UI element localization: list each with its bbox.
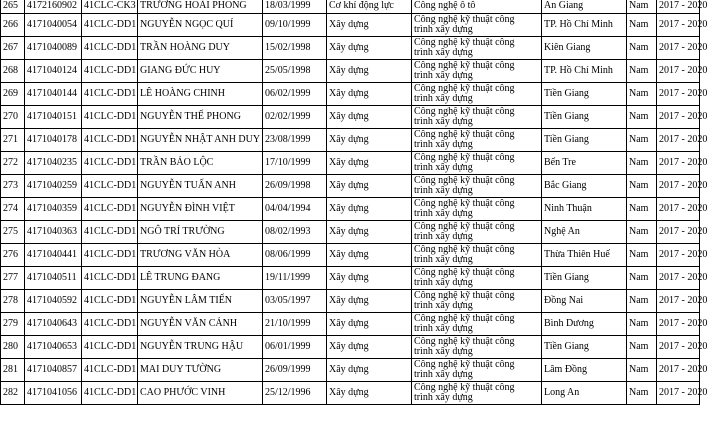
gender: Nam bbox=[627, 175, 657, 198]
row-number: 277 bbox=[1, 267, 25, 290]
student-id: 4171040643 bbox=[25, 313, 82, 336]
birth-date: 04/04/1994 bbox=[263, 198, 327, 221]
gender: Nam bbox=[627, 37, 657, 60]
course-years: 2017 - 2020 bbox=[657, 14, 700, 37]
major bbox=[412, 198, 542, 221]
row-number: 278 bbox=[1, 290, 25, 313]
row-number: 280 bbox=[1, 336, 25, 359]
course-years: 2017 - 2020 bbox=[657, 83, 700, 106]
major-line-1: Công nghệ kỹ thuật công bbox=[414, 14, 515, 25]
major-line-2: trình xây dựng bbox=[414, 277, 473, 288]
course-years: 2017 - 2020 bbox=[657, 0, 700, 14]
gender: Nam bbox=[627, 198, 657, 221]
hometown: Nghệ An bbox=[542, 221, 627, 244]
student-name: TRƯƠNG VĂN HÒA bbox=[138, 244, 263, 267]
major-line-2: trình xây dựng bbox=[414, 24, 473, 35]
student-id: 4171040259 bbox=[25, 175, 82, 198]
faculty: Xây dựng bbox=[327, 106, 412, 129]
major-line-2: trình xây dựng bbox=[414, 139, 473, 150]
hometown: Bình Dương bbox=[542, 313, 627, 336]
class-code: 41CLC-DD1 bbox=[82, 221, 138, 244]
birth-date: 09/10/1999 bbox=[263, 14, 327, 37]
course-years: 2017 - 2020 bbox=[657, 336, 700, 359]
major-line-1: Công nghệ kỹ thuật công bbox=[414, 267, 515, 278]
hometown: Bắc Giang bbox=[542, 175, 627, 198]
course-years: 2017 - 2020 bbox=[657, 198, 700, 221]
major bbox=[412, 359, 542, 382]
major-line-2: trình xây dựng bbox=[414, 185, 473, 196]
course-years: 2017 - 2020 bbox=[657, 267, 700, 290]
birth-date: 21/10/1999 bbox=[263, 313, 327, 336]
table-row bbox=[1, 175, 700, 198]
class-code: 41CLC-DD1 bbox=[82, 37, 138, 60]
major-line-2: trình xây dựng bbox=[414, 162, 473, 173]
faculty: Xây dựng bbox=[327, 290, 412, 313]
class-code: 41CLC-DD1 bbox=[82, 106, 138, 129]
student-id: 4171040151 bbox=[25, 106, 82, 129]
student-id: 4171040857 bbox=[25, 359, 82, 382]
hometown: TP. Hồ Chí Minh bbox=[542, 14, 627, 37]
gender: Nam bbox=[627, 313, 657, 336]
row-number: 282 bbox=[1, 382, 25, 405]
hometown: Long An bbox=[542, 382, 627, 405]
row-number: 268 bbox=[1, 60, 25, 83]
major bbox=[412, 60, 542, 83]
course-years: 2017 - 2020 bbox=[657, 60, 700, 83]
student-id: 4171040511 bbox=[25, 267, 82, 290]
gender: Nam bbox=[627, 60, 657, 83]
row-number: 266 bbox=[1, 14, 25, 37]
major-line-1: Công nghệ ô tô bbox=[414, 0, 476, 11]
major-line-2: trình xây dựng bbox=[414, 254, 473, 265]
class-code: 41CLC-DD1 bbox=[82, 60, 138, 83]
course-years: 2017 - 2020 bbox=[657, 244, 700, 267]
major-line-1: Công nghệ kỹ thuật công bbox=[414, 152, 515, 163]
class-code: 41CLC-DD1 bbox=[82, 359, 138, 382]
student-id: 4171040089 bbox=[25, 37, 82, 60]
gender: Nam bbox=[627, 106, 657, 129]
major bbox=[412, 106, 542, 129]
major bbox=[412, 382, 542, 405]
student-name: LÊ HOÀNG CHINH bbox=[138, 83, 263, 106]
class-code: 41CLC-DD1 bbox=[82, 129, 138, 152]
hometown: Lâm Đồng bbox=[542, 359, 627, 382]
hometown: Tiền Giang bbox=[542, 336, 627, 359]
hometown: Kiên Giang bbox=[542, 37, 627, 60]
faculty: Xây dựng bbox=[327, 37, 412, 60]
gender: Nam bbox=[627, 359, 657, 382]
course-years: 2017 - 2020 bbox=[657, 359, 700, 382]
gender: Nam bbox=[627, 382, 657, 405]
table-row bbox=[1, 198, 700, 221]
row-number: 272 bbox=[1, 152, 25, 175]
hometown: Tiền Giang bbox=[542, 106, 627, 129]
birth-date: 25/12/1996 bbox=[263, 382, 327, 405]
hometown: An Giang bbox=[542, 0, 627, 14]
row-number: 273 bbox=[1, 175, 25, 198]
major bbox=[412, 313, 542, 336]
student-name: TRẦN HOÀNG DUY bbox=[138, 37, 263, 60]
gender: Nam bbox=[627, 267, 657, 290]
hometown: Tiền Giang bbox=[542, 267, 627, 290]
major bbox=[412, 37, 542, 60]
birth-date: 08/06/1999 bbox=[263, 244, 327, 267]
major-line-1: Công nghệ kỹ thuật công bbox=[414, 382, 515, 393]
course-years: 2017 - 2020 bbox=[657, 152, 700, 175]
class-code: 41CLC-DD1 bbox=[82, 244, 138, 267]
major-line-1: Công nghệ kỹ thuật công bbox=[414, 60, 515, 71]
class-code: 41CLC-DD1 bbox=[82, 198, 138, 221]
table-row bbox=[1, 129, 700, 152]
faculty: Xây dựng bbox=[327, 244, 412, 267]
student-name: TRẦN BẢO LỘC bbox=[138, 152, 263, 175]
birth-date: 06/01/1999 bbox=[263, 336, 327, 359]
row-number: 279 bbox=[1, 313, 25, 336]
major-line-1: Công nghệ kỹ thuật công bbox=[414, 198, 515, 209]
student-name: NGUYỄN LÂM TIẾN bbox=[138, 290, 263, 313]
student-name: LÊ TRUNG ĐANG bbox=[138, 267, 263, 290]
student-id: 4171040441 bbox=[25, 244, 82, 267]
major bbox=[412, 83, 542, 106]
row-number: 276 bbox=[1, 244, 25, 267]
major-line-1: Công nghệ kỹ thuật công bbox=[414, 83, 515, 94]
class-code: 41CLC-DD1 bbox=[82, 336, 138, 359]
student-name: MAI DUY TƯỜNG bbox=[138, 359, 263, 382]
student-id: 4171040653 bbox=[25, 336, 82, 359]
student-name: GIANG ĐỨC HUY bbox=[138, 60, 263, 83]
gender: Nam bbox=[627, 0, 657, 14]
class-code: 41CLC-DD1 bbox=[82, 290, 138, 313]
table-row bbox=[1, 313, 700, 336]
major-line-2: trình xây dựng bbox=[414, 369, 473, 380]
student-name: NGUYỄN VĂN CẢNH bbox=[138, 313, 263, 336]
student-id: 4171040124 bbox=[25, 60, 82, 83]
student-id: 4172160902 bbox=[25, 0, 82, 14]
row-number: 270 bbox=[1, 106, 25, 129]
major-line-1: Công nghệ kỹ thuật công bbox=[414, 313, 515, 324]
student-name: NGÔ TRÍ TRƯỜNG bbox=[138, 221, 263, 244]
class-code: 41CLC-DD1 bbox=[82, 83, 138, 106]
student-name: NGUYỄN NHẬT ANH DUY bbox=[138, 129, 263, 152]
faculty: Xây dựng bbox=[327, 129, 412, 152]
student-name: NGUYỄN ĐÌNH VIỆT bbox=[138, 198, 263, 221]
row-number: 267 bbox=[1, 37, 25, 60]
faculty: Xây dựng bbox=[327, 83, 412, 106]
class-code: 41CLC-CK3 bbox=[82, 0, 138, 14]
hometown: Đồng Nai bbox=[542, 290, 627, 313]
course-years: 2017 - 2020 bbox=[657, 175, 700, 198]
major-line-2: trình xây dựng bbox=[414, 116, 473, 127]
table-row bbox=[1, 37, 700, 60]
table-row bbox=[1, 221, 700, 244]
major-line-2: trình xây dựng bbox=[414, 346, 473, 357]
major bbox=[412, 267, 542, 290]
student-name: NGUYỄN TRUNG HẬU bbox=[138, 336, 263, 359]
major-line-2: trình xây dựng bbox=[414, 231, 473, 242]
major bbox=[412, 129, 542, 152]
major-line-1: Công nghệ kỹ thuật công bbox=[414, 175, 515, 186]
major-line-1: Công nghệ kỹ thuật công bbox=[414, 244, 515, 255]
class-code: 41CLC-DD1 bbox=[82, 313, 138, 336]
row-number: 275 bbox=[1, 221, 25, 244]
major-line-1: Công nghệ kỹ thuật công bbox=[414, 359, 515, 370]
birth-date: 23/08/1999 bbox=[263, 129, 327, 152]
course-years: 2017 - 2020 bbox=[657, 129, 700, 152]
hometown: Thừa Thiên Huế bbox=[542, 244, 627, 267]
major-line-2: trình xây dựng bbox=[414, 300, 473, 311]
faculty: Xây dựng bbox=[327, 382, 412, 405]
gender: Nam bbox=[627, 129, 657, 152]
major-line-2: trình xây dựng bbox=[414, 93, 473, 104]
course-years: 2017 - 2020 bbox=[657, 313, 700, 336]
hometown: Ninh Thuận bbox=[542, 198, 627, 221]
roster-body bbox=[1, 0, 707, 405]
table-row bbox=[1, 106, 700, 129]
table-row bbox=[1, 152, 700, 175]
birth-date: 02/02/1999 bbox=[263, 106, 327, 129]
faculty: Xây dựng bbox=[327, 60, 412, 83]
faculty: Xây dựng bbox=[327, 313, 412, 336]
class-code: 41CLC-DD1 bbox=[82, 382, 138, 405]
student-id: 4171040054 bbox=[25, 14, 82, 37]
birth-date: 03/05/1997 bbox=[263, 290, 327, 313]
course-years: 2017 - 2020 bbox=[657, 290, 700, 313]
row-number: 269 bbox=[1, 83, 25, 106]
course-years: 2017 - 2020 bbox=[657, 37, 700, 60]
row-number: 271 bbox=[1, 129, 25, 152]
major bbox=[412, 221, 542, 244]
hometown: Bến Tre bbox=[542, 152, 627, 175]
birth-date: 26/09/1998 bbox=[263, 175, 327, 198]
student-id: 4171041056 bbox=[25, 382, 82, 405]
student-id: 4171040235 bbox=[25, 152, 82, 175]
major bbox=[412, 152, 542, 175]
major bbox=[412, 175, 542, 198]
course-years: 2017 - 2020 bbox=[657, 106, 700, 129]
course-years: 2017 - 2020 bbox=[657, 221, 700, 244]
major-line-1: Công nghệ kỹ thuật công bbox=[414, 290, 515, 301]
hometown: TP. Hồ Chí Minh bbox=[542, 60, 627, 83]
table-row bbox=[1, 83, 700, 106]
table-row bbox=[1, 336, 700, 359]
major-line-1: Công nghệ kỹ thuật công bbox=[414, 129, 515, 140]
faculty: Xây dựng bbox=[327, 152, 412, 175]
class-code: 41CLC-DD1 bbox=[82, 152, 138, 175]
gender: Nam bbox=[627, 336, 657, 359]
major-line-1: Công nghệ kỹ thuật công bbox=[414, 221, 515, 232]
faculty: Xây dựng bbox=[327, 359, 412, 382]
table-row bbox=[1, 267, 700, 290]
birth-date: 06/02/1999 bbox=[263, 83, 327, 106]
major bbox=[412, 290, 542, 313]
major bbox=[412, 0, 542, 14]
student-id: 4171040178 bbox=[25, 129, 82, 152]
student-id: 4171040592 bbox=[25, 290, 82, 313]
gender: Nam bbox=[627, 244, 657, 267]
row-number: 265 bbox=[1, 0, 25, 14]
gender: Nam bbox=[627, 290, 657, 313]
class-code: 41CLC-DD1 bbox=[82, 175, 138, 198]
birth-date: 25/05/1998 bbox=[263, 60, 327, 83]
table-row bbox=[1, 382, 700, 405]
student-id: 4171040363 bbox=[25, 221, 82, 244]
faculty: Xây dựng bbox=[327, 14, 412, 37]
faculty: Xây dựng bbox=[327, 198, 412, 221]
birth-date: 18/03/1999 bbox=[263, 0, 327, 14]
gender: Nam bbox=[627, 83, 657, 106]
major-line-2: trình xây dựng bbox=[414, 208, 473, 219]
table-row bbox=[1, 290, 700, 313]
major-line-1: Công nghệ kỹ thuật công bbox=[414, 106, 515, 117]
student-name: NGUYỄN THẾ PHONG bbox=[138, 106, 263, 129]
gender: Nam bbox=[627, 14, 657, 37]
major-line-2: trình xây dựng bbox=[414, 70, 473, 81]
row-number: 274 bbox=[1, 198, 25, 221]
birth-date: 15/02/1998 bbox=[263, 37, 327, 60]
birth-date: 17/10/1999 bbox=[263, 152, 327, 175]
table-row bbox=[1, 0, 700, 14]
student-name: NGUYỄN TUẤN ANH bbox=[138, 175, 263, 198]
major-line-2: trình xây dựng bbox=[414, 392, 473, 403]
major bbox=[412, 244, 542, 267]
gender: Nam bbox=[627, 221, 657, 244]
major-line-1: Công nghệ kỹ thuật công bbox=[414, 37, 515, 48]
faculty: Cơ khí động lực bbox=[327, 0, 412, 14]
gender: Nam bbox=[627, 152, 657, 175]
student-id: 4171040359 bbox=[25, 198, 82, 221]
course-years: 2017 - 2020 bbox=[657, 382, 700, 405]
hometown: Tiền Giang bbox=[542, 129, 627, 152]
major-line-2: trình xây dựng bbox=[414, 47, 473, 58]
student-id: 4171040144 bbox=[25, 83, 82, 106]
major bbox=[412, 14, 542, 37]
faculty: Xây dựng bbox=[327, 221, 412, 244]
table-row bbox=[1, 60, 700, 83]
faculty: Xây dựng bbox=[327, 336, 412, 359]
faculty: Xây dựng bbox=[327, 267, 412, 290]
student-name: NGUYỄN NGỌC QUÍ bbox=[138, 14, 263, 37]
birth-date: 19/11/1999 bbox=[263, 267, 327, 290]
table-row bbox=[1, 14, 700, 37]
birth-date: 26/09/1999 bbox=[263, 359, 327, 382]
faculty: Xây dựng bbox=[327, 175, 412, 198]
class-code: 41CLC-DD1 bbox=[82, 14, 138, 37]
row-number: 281 bbox=[1, 359, 25, 382]
class-code: 41CLC-DD1 bbox=[82, 267, 138, 290]
table-row bbox=[1, 244, 700, 267]
major bbox=[412, 336, 542, 359]
hometown: Tiền Giang bbox=[542, 83, 627, 106]
student-name: CAO PHƯỚC VINH bbox=[138, 382, 263, 405]
student-name: TRƯƠNG HOÀI PHONG bbox=[138, 0, 263, 14]
table-row bbox=[1, 359, 700, 382]
birth-date: 08/02/1993 bbox=[263, 221, 327, 244]
major-line-1: Công nghệ kỹ thuật công bbox=[414, 336, 515, 347]
major-line-2: trình xây dựng bbox=[414, 323, 473, 334]
